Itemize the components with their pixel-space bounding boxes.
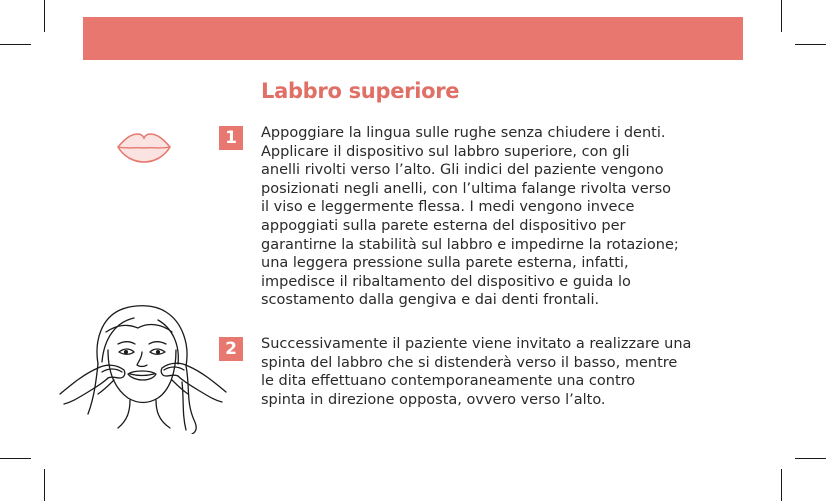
text-line: spinta in direzione opposta, ovvero verso l’alto.: [261, 391, 606, 408]
crop-mark: [795, 44, 826, 45]
text-line: spinta del labbro che si distenderà verso il basso, mentre: [261, 354, 678, 371]
text-line: garantirne la stabilità sul labbro e impedirne la rotazione;: [261, 236, 679, 253]
step-2-text: [261, 335, 731, 409]
text-line: Appoggiare la lingua sulle rughe senza chiudere i denti.: [261, 125, 666, 141]
header-band: [83, 17, 743, 60]
crop-mark: [781, 469, 782, 501]
text-line: posizionati negli anelli, con l’ultima falange rivolta verso: [261, 180, 672, 197]
step-1-text: [261, 124, 731, 310]
crop-mark: [44, 0, 45, 32]
step-number-badge: 1: [219, 126, 243, 150]
step-number-badge: 2: [219, 337, 243, 361]
crop-mark: [44, 469, 45, 501]
crop-mark: [0, 458, 31, 459]
text-line: impedisce il ribaltamento del dispositivo e guida lo: [261, 273, 631, 290]
text-line: il viso e leggermente flessa. I medi vengono invece: [261, 199, 635, 216]
text-line: una leggera pressione sulla parete esterna, infatti,: [261, 255, 629, 272]
text-line: Applicare il dispositivo sul labbro superiore, con gli: [261, 143, 630, 160]
lips-icon: [116, 131, 172, 165]
text-line: Successivamente il paziente viene invitato a realizzare una: [261, 336, 692, 352]
crop-mark: [795, 458, 826, 459]
text-line: anelli rivolti verso l’alto. Gli indici del paziente vengono: [261, 162, 664, 179]
text-line: scostamento dalla gengiva e dai denti frontali.: [261, 292, 600, 309]
crop-mark: [0, 44, 31, 45]
crop-mark: [781, 0, 782, 32]
text-line: le dita effettuano contemporaneamente una contro: [261, 373, 636, 390]
text-line: appoggiati sulla parete esterna del dispositivo per: [261, 217, 626, 234]
face-stretching-lip-illustration: [58, 302, 228, 434]
section-title: Labbro superiore: [261, 79, 460, 103]
